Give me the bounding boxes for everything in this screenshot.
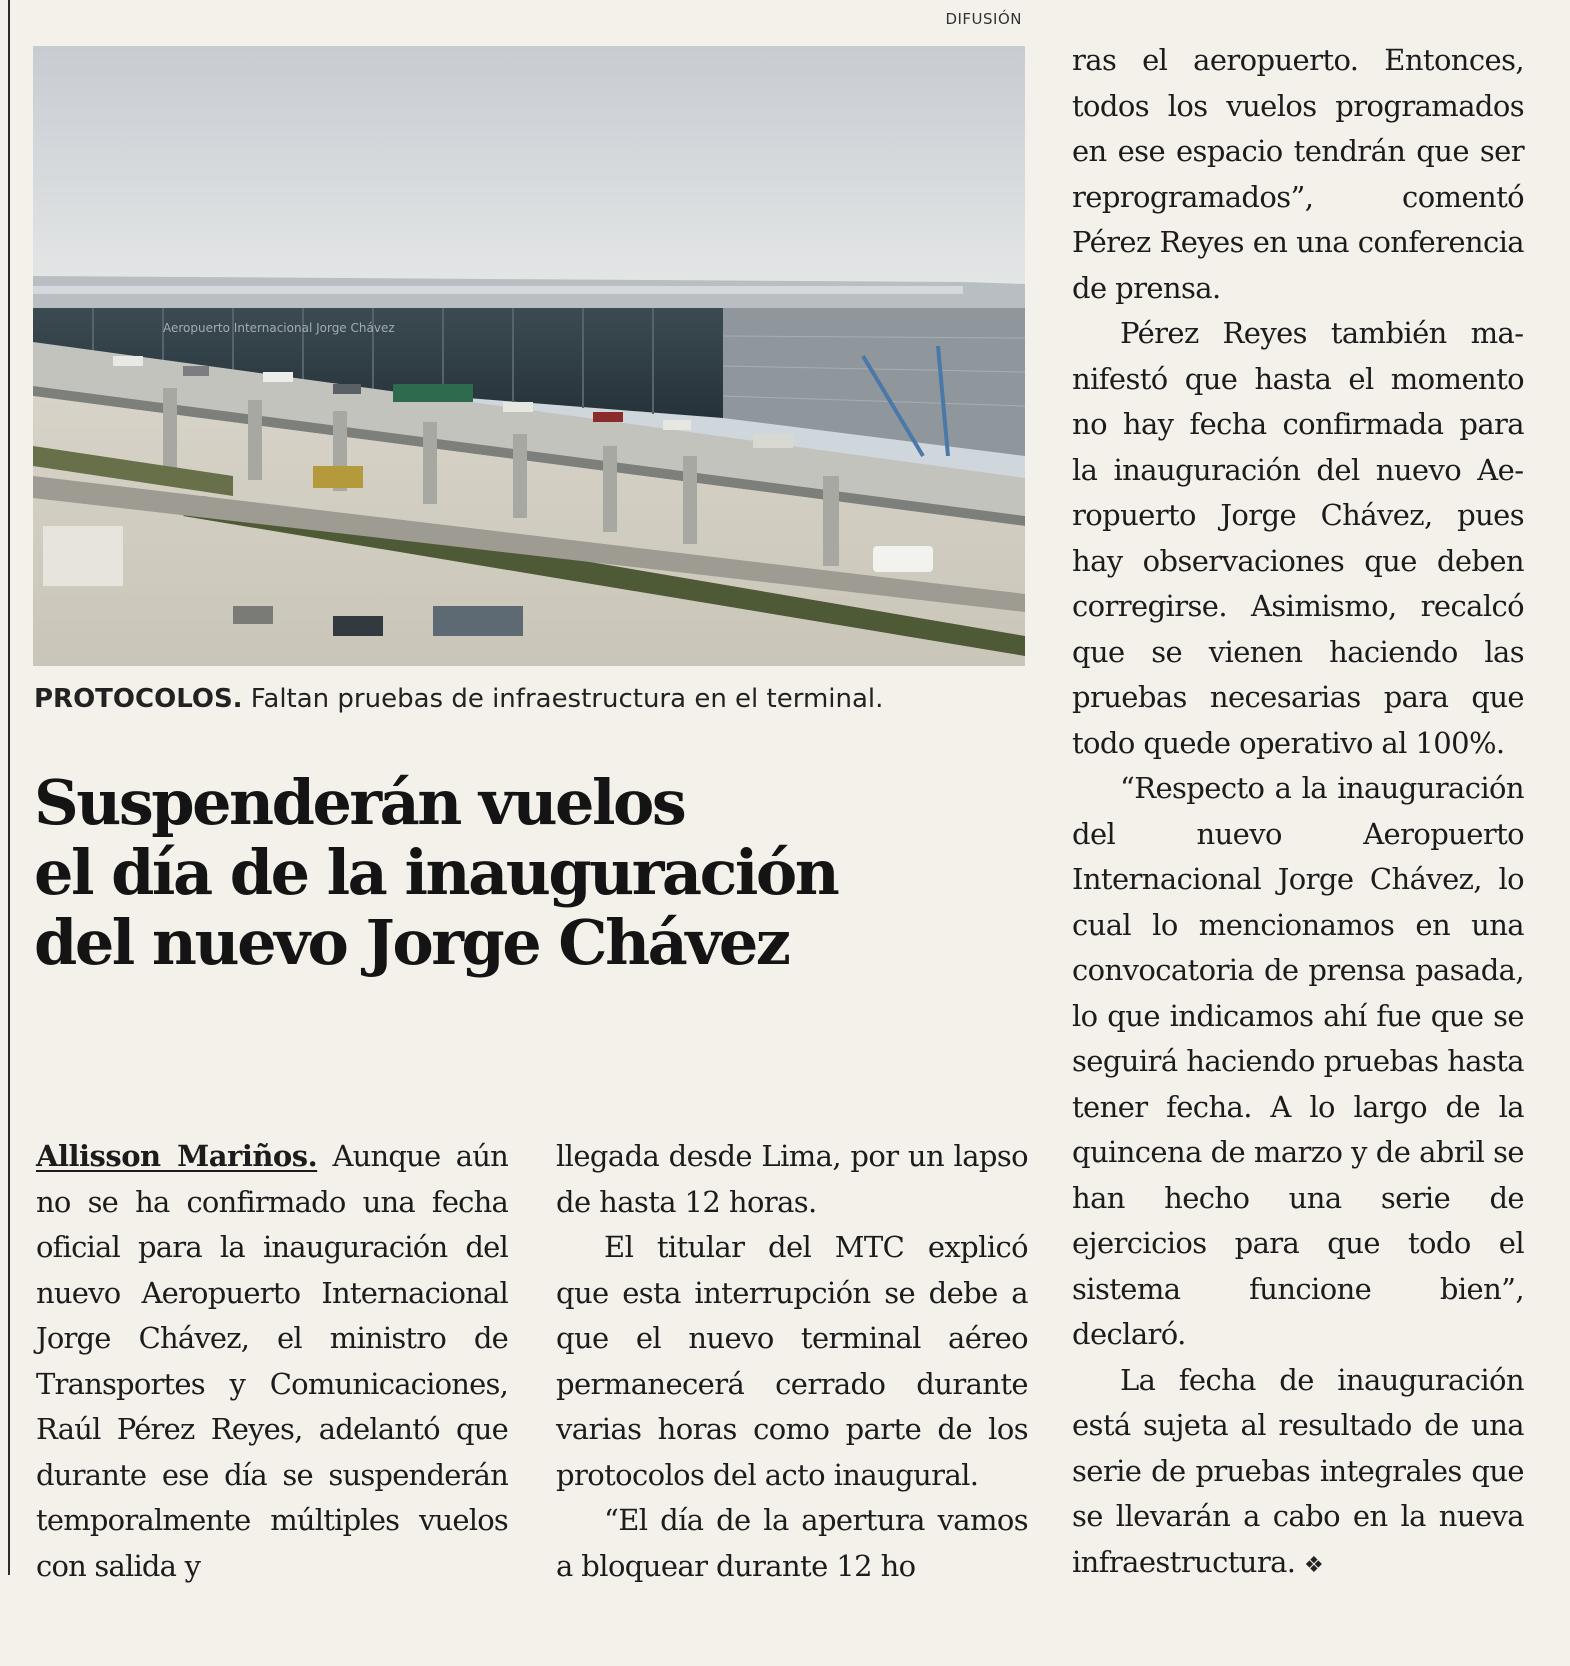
author-byline: Allisson Mariños.	[36, 1139, 318, 1173]
article-paragraph: “Respecto a la inauguración del nuevo Aeropuerto Internacional Jorge Chávez, lo cual lo mencionamos en una convocatoria de prensa pasada, lo que indicamos ahí fue que se seguirá haciendo pruebas hasta tener fecha. A lo largo de la quincena de marzo y de abril se han hecho una serie de ejercicios para que todo el sistema funcione bien”, declaró.	[1072, 771, 1524, 1351]
terminal-sign: Aeropuerto Internacional Jorge Chávez	[163, 321, 395, 335]
caption-text: Faltan pruebas de infraestructura en el terminal.	[242, 684, 884, 714]
headline-line-1: Suspenderán vuelos	[34, 766, 685, 839]
terminal-side-wall	[723, 308, 1025, 456]
article-column-2	[556, 1134, 1028, 1589]
article-intro-text: Aunque aún no se ha confirmado una fecha oficial para la inauguración del nuevo Aeropuerto Internacional Jorge Chávez, el ministro de Transportes y Comunicaciones, Raúl Pérez Reyes, adelantó que durante ese día se suspenderán temporalmente múltiples vuelos con salida y	[36, 1139, 509, 1583]
photo-credit: DIFUSIÓN	[945, 10, 1022, 28]
photo-caption	[34, 682, 1034, 716]
article-paragraph	[1072, 1358, 1524, 1589]
article-paragraph	[36, 1134, 508, 1589]
headline	[34, 768, 994, 978]
article-paragraph: “El día de la apertura vamos a bloquear durante 12 ho	[556, 1503, 1028, 1583]
headline-line-2: el día de la inauguración	[34, 836, 838, 909]
article-paragraph: llegada desde Lima, por un lapso de hasta 12 horas.	[556, 1139, 1028, 1219]
column-rule	[8, 0, 10, 1575]
headline-line-3: del nuevo Jorge Chávez	[34, 906, 789, 979]
article-column-3	[1072, 38, 1524, 1588]
article-paragraph: ras el aeropuerto. Entonces, todos los vuelos programados en ese espacio tendrán que ser reprogramados”, comentó Pérez Reyes en una conferencia de prensa.	[1072, 43, 1524, 305]
article-paragraph: El titular del MTC explicó que esta interrupción se debe a que el nuevo terminal aéreo permanecerá cerrado durante varias horas como parte de los protocolos del acto inaugural.	[556, 1230, 1028, 1492]
article-closing-text: La fecha de inauguración está sujeta al resultado de una serie de pruebas integrales que se llevarán a cabo en la nueva infraestructura.	[1072, 1362, 1524, 1579]
article-column-1	[36, 1134, 508, 1589]
airport-terminal-photo	[33, 46, 1025, 666]
end-mark-icon: ❖	[1304, 1552, 1324, 1578]
article-paragraph: Pérez Reyes también manifestó que hasta el momento no hay fecha confirmada para la inauguración del nuevo Aeropuerto Jorge Chávez, pues hay observaciones que deben corregirse. Asimismo, recalcó que se vienen haciendo las pruebas necesarias para que todo quede operativo al 100%.	[1072, 316, 1524, 760]
sky	[33, 46, 1025, 286]
caption-kicker: PROTOCOLOS.	[34, 684, 243, 714]
